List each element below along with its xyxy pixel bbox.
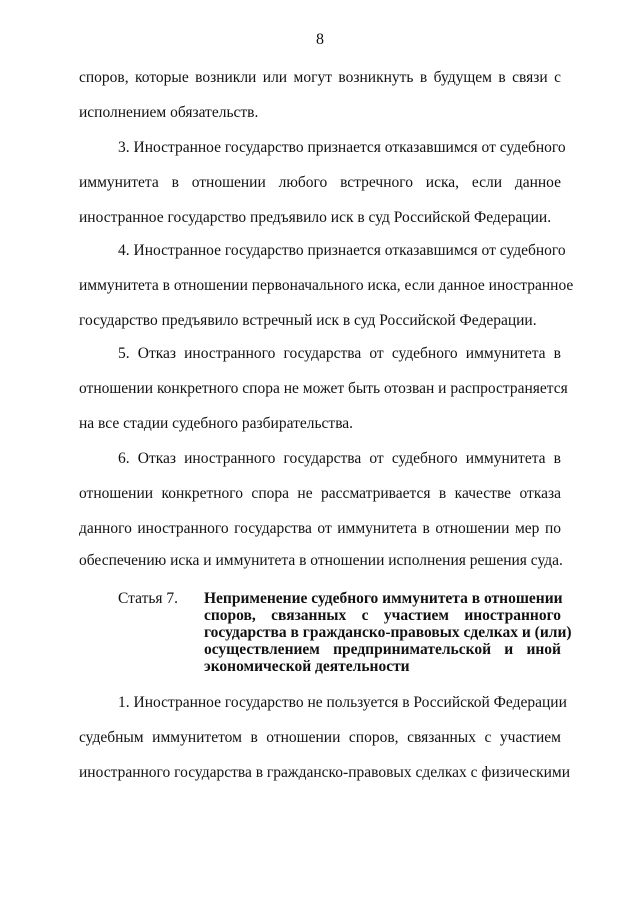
- text-line: данного иностранного государства от иммунитета в отношении мер по: [79, 520, 561, 537]
- text-line: иностранного государства в гражданско-правовых сделках с физическими: [79, 764, 571, 781]
- text-line: на все стадии судебного разбирательства.: [79, 415, 354, 432]
- text-line: иммунитета в отношении первоначального иска, если данное иностранное: [79, 277, 574, 294]
- text-line: иммунитета в отношении любого встречного иска, если данное: [79, 174, 561, 191]
- article-title-line: осуществлением предпринимательской и иной: [204, 641, 561, 658]
- text-line: судебным иммунитетом в отношении споров, связанных с участием: [79, 729, 561, 746]
- text-line: отношении конкретного спора не может быть отозван и распространяется: [79, 380, 568, 397]
- text-line: обеспечению иска и иммунитета в отношении исполнения решения суда.: [79, 552, 563, 569]
- paragraph-start: 1. Иностранное государство не пользуется в Российской Федерации: [118, 694, 567, 711]
- article-title-line: государства в гражданско-правовых сделках и (или): [204, 624, 572, 641]
- article-title-line: Неприменение судебного иммунитета в отношении: [204, 590, 563, 607]
- paragraph-start: 3. Иностранное государство признается отказавшимся от судебного: [118, 139, 566, 156]
- text-line: споров, которые возникли или могут возникнуть в будущем в связи с: [79, 69, 561, 86]
- article-title-line: споров, связанных с участием иностранного: [204, 607, 561, 624]
- article-title-line: экономической деятельности: [204, 658, 410, 675]
- paragraph-start: 4. Иностранное государство признается отказавшимся от судебного: [118, 242, 566, 259]
- paragraph-start: 6. Отказ иностранного государства от судебного иммунитета в: [118, 450, 561, 467]
- article-label: Статья 7.: [118, 590, 179, 607]
- page-number: 8: [316, 31, 324, 48]
- text-line: иностранное государство предъявило иск в суд Российской Федерации.: [79, 209, 552, 226]
- text-line: отношении конкретного спора не рассматривается в качестве отказа: [79, 485, 561, 502]
- text-line: государство предъявило встречный иск в суд Российской Федерации.: [79, 312, 537, 329]
- text-line: исполнением обязательств.: [79, 104, 259, 121]
- paragraph-start: 5. Отказ иностранного государства от судебного иммунитета в: [118, 345, 561, 362]
